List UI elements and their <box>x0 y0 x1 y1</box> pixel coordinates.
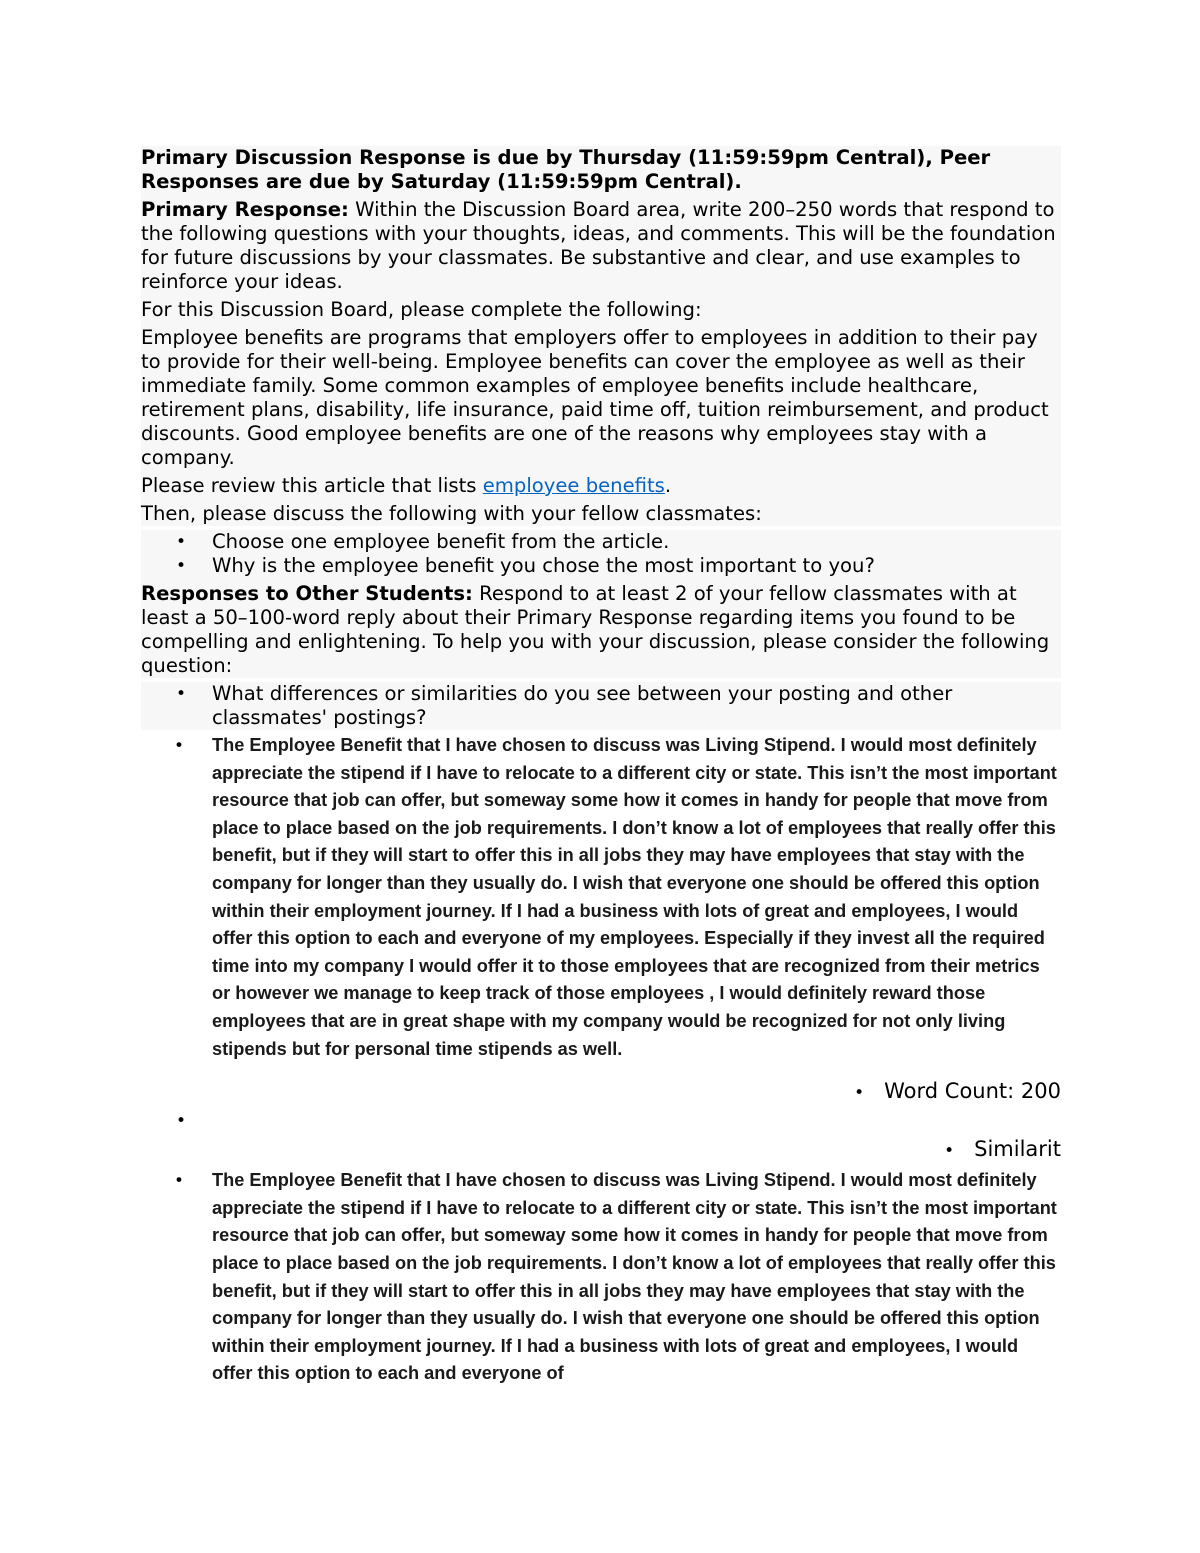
bullet-icon: • <box>944 1141 955 1162</box>
article-prefix: Please review this article that lists <box>141 474 483 497</box>
student-reply-repeat-text: The Employee Benefit that I have chosen to discuss was Living Stipend. I would most definitely appreciate the stipend if I have to relocate to a different city or state. This isn’t the most important resource that job can offer, but someway some how it comes in handy for people that move from place to place based on the job requirements. I don’t know a lot of employees that really offer this benefit, but if they will start to offer this in all jobs they may have employees that stay with the company for longer than they usually do. I wish that everyone one should be offered this option within their employment journey. If I had a business with lots of great and employees, I would offer this option to each and everyone of <box>212 1170 1057 1384</box>
empty-bullet-list <box>141 1107 1061 1135</box>
question-text: Choose one employee benefit from the article. <box>212 530 670 553</box>
instruction-line: For this Discussion Board, please complete the following: <box>141 298 702 321</box>
list-item <box>141 554 1061 578</box>
similarity-label: Similarit <box>974 1137 1061 1162</box>
bullet-icon: • <box>176 735 182 754</box>
responses-question-list <box>141 682 1061 1063</box>
responses-label: Responses to Other Students: <box>141 582 473 605</box>
repeated-reply-list <box>141 1165 1061 1388</box>
assignment-instructions <box>141 146 1061 526</box>
primary-response-text: Within the Discussion Board area, write 200–250 words that respond to the following questions with your thoughts, ideas, and comments. This will be the foundation for future discussions by your classmates. Be substantive and clear, and use examples to reinforce your ideas. <box>141 198 1056 293</box>
article-line <box>141 474 1061 498</box>
responses-text: Respond to at least 2 of your fellow classmates with at least a 50–100-word reply about their Primary Response regarding items you found to be compelling and enlightening. To help you with your discussion, please consider the following question: <box>141 582 1050 677</box>
list-item <box>141 530 1061 554</box>
employee-benefits-link[interactable]: employee benefits <box>482 474 665 497</box>
responses-paragraph <box>141 578 1061 678</box>
list-item <box>141 682 1061 730</box>
list-item <box>141 1107 1061 1135</box>
primary-response-label: Primary Response: <box>141 198 349 221</box>
discuss-prompt: Then, please discuss the following with your fellow classmates: <box>141 502 762 525</box>
bullet-icon: • <box>176 532 187 552</box>
responses-question-text: What differences or similarities do you see between your posting and other classmates' postings? <box>212 682 953 729</box>
primary-response-paragraph <box>141 198 1061 294</box>
document-content <box>141 146 1061 1388</box>
article-suffix: . <box>664 474 672 497</box>
similarity-row <box>141 1135 1061 1165</box>
bullet-icon: • <box>854 1083 865 1104</box>
student-reply-item <box>141 1165 1061 1388</box>
bullet-icon: • <box>176 1111 187 1132</box>
word-count-row <box>141 1077 1061 1107</box>
bullet-icon: • <box>176 1170 182 1190</box>
benefits-intro-paragraph: Employee benefits are programs that employers offer to employees in addition to their pay to provide for their well-being. Employee benefits can cover the employee as well as their immediate family. Some common examples of employee benefits include healthcare, retirement plans, disability, life insurance, paid time off, tuition reimbursement, and product discounts. Good employee benefits are one of the reasons why employees stay with a company. <box>141 326 1049 469</box>
bullet-icon: • <box>176 684 187 704</box>
student-reply-item <box>141 730 1061 1063</box>
bullet-icon: • <box>176 556 187 576</box>
student-reply-text: The Employee Benefit that I have chosen to discuss was Living Stipend. I would most definitely appreciate the stipend if I have to relocate to a different city or state. This isn’t the most important resource that job can offer, but someway some how it comes in handy for people that move from place to place based on the job requirements. I don’t know a lot of employees that really offer this benefit, but if they will start to offer this in all jobs they may have employees that stay with the company for longer than they usually do. I wish that everyone one should be offered this option within their employment journey. If I had a business with lots of great and employees, I would offer this option to each and everyone of my employees. Especially if they invest all the required time into my company I would offer it to those employees that are recognized from their metrics or however we manage to keep track of those employees , I would definitely reward those employees that are in great shape with my company would be recognized for not only living stipends but for personal time stipends as well. <box>212 735 1057 1059</box>
due-dates-heading: Primary Discussion Response is due by Thursday (11:59:59pm Central), Peer Responses are due by Saturday (11:59:59pm Central). <box>141 146 991 193</box>
word-count-label: Word Count: 200 <box>884 1079 1061 1104</box>
question-text: Why is the employee benefit you chose the most important to you? <box>212 554 875 577</box>
discussion-questions-list <box>141 530 1061 578</box>
